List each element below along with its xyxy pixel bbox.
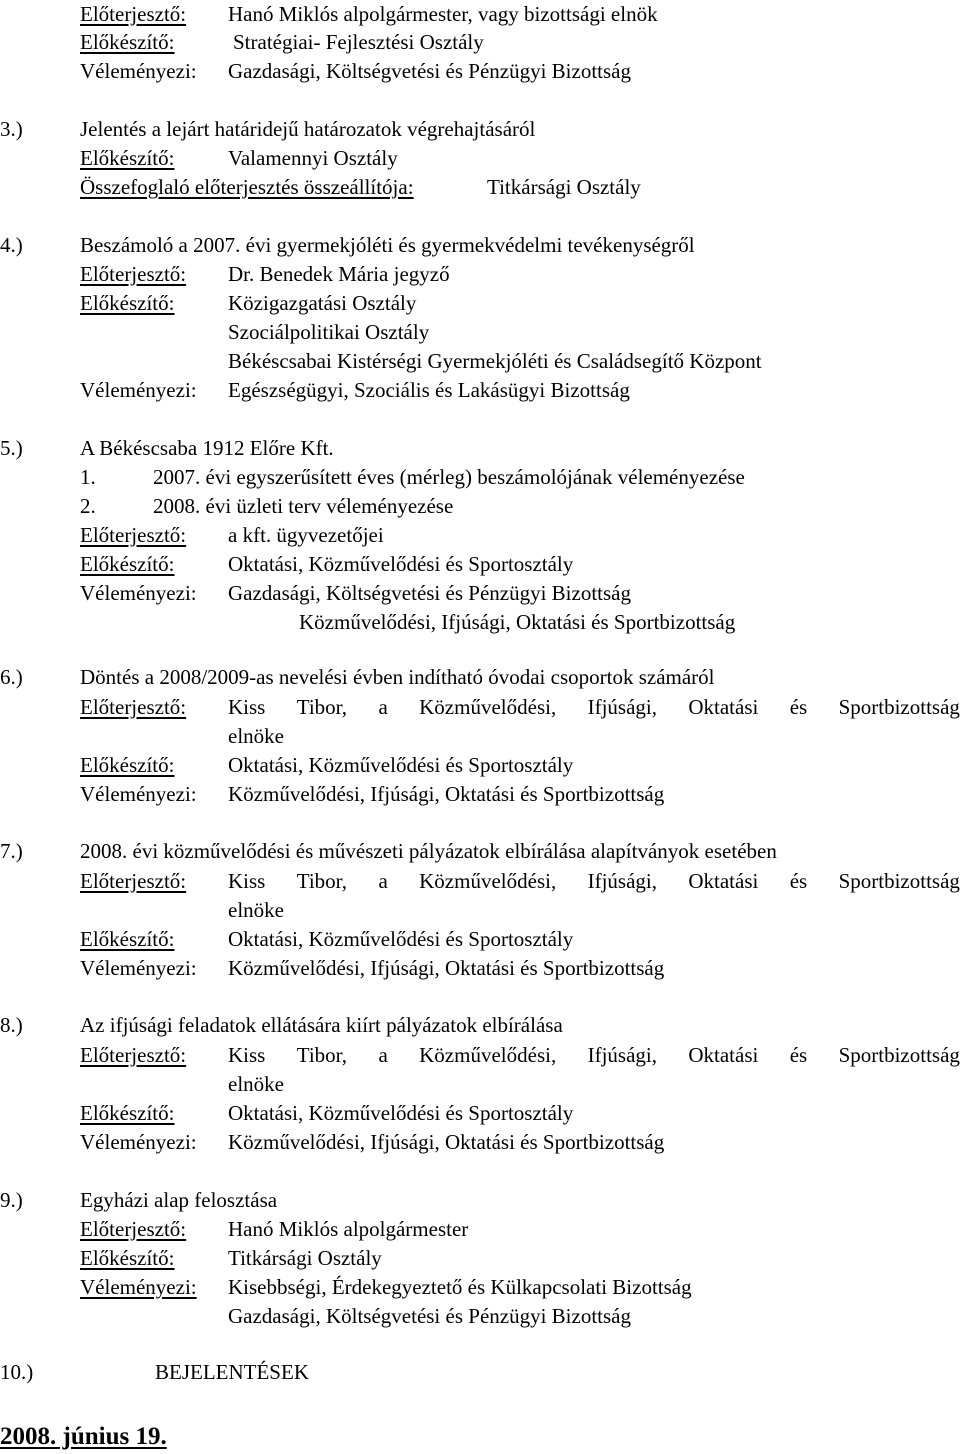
item-title: BEJELENTÉSEK xyxy=(155,1360,309,1384)
top-eloterjeszto-row xyxy=(80,0,186,29)
item5-velemenyezi-value-2: Közművelődési, Ifjúsági, Oktatási és Sportbizottság xyxy=(299,610,736,634)
item-title: Egyházi alap felosztása xyxy=(80,1188,278,1212)
eloterjeszto-label: Előterjesztő: xyxy=(80,2,187,26)
word: Sportbizottság xyxy=(838,1043,960,1067)
elokeszito-label: Előkészítő: xyxy=(80,1101,175,1125)
elokeszito-label: Előkészítő: xyxy=(80,291,175,315)
item-number: 6.) xyxy=(0,665,23,689)
eloterjeszto-label: Előterjesztő: xyxy=(80,262,187,286)
word: Kiss xyxy=(228,1043,266,1067)
item6-velemenyezi-value: Közművelődési, Ifjúsági, Oktatási és Sportbizottság xyxy=(228,782,665,806)
word: és xyxy=(789,1043,808,1067)
elokeszito-label: Előkészítő: xyxy=(80,927,175,951)
velemenyezi-label: Véleményezi: xyxy=(80,59,197,83)
word: Ifjúsági, xyxy=(587,1043,657,1067)
sub-item-text: 2008. évi üzleti terv véleményezése xyxy=(153,494,454,518)
top-eloterjeszto-value: Hanó Miklós alpolgármester, vagy bizottsági elnök xyxy=(228,2,658,26)
word: Oktatási xyxy=(688,695,759,719)
item8-eloterjeszto-cont: elnöke xyxy=(228,1072,284,1096)
elokeszito-label: Előkészítő: xyxy=(80,1246,175,1270)
word: Kiss xyxy=(228,695,266,719)
item7-velemenyezi-value: Közművelődési, Ifjúsági, Oktatási és Sportbizottság xyxy=(228,956,665,980)
word: Közművelődési, xyxy=(419,695,557,719)
item-number: 9.) xyxy=(0,1188,23,1212)
word: Tibor, xyxy=(296,869,348,893)
item9-eloterjeszto-value: Hanó Miklós alpolgármester xyxy=(228,1217,469,1241)
item4-elokeszito-value-3: Békéscsabai Kistérségi Gyermekjóléti és Családsegítő Központ xyxy=(228,349,762,373)
word: a xyxy=(378,869,388,893)
eloterjeszto-label: Előterjesztő: xyxy=(80,869,187,893)
item-title: Beszámoló a 2007. évi gyermekjóléti és gyermekvédelmi tevékenységről xyxy=(80,233,695,257)
velemenyezi-label: Véleményezi: xyxy=(80,782,197,806)
item9-velemenyezi-value-1: Kisebbségi, Érdekegyeztető és Külkapcsolati Bizottság xyxy=(228,1275,692,1299)
item8-eloterjeszto-value xyxy=(228,1041,960,1070)
item5-velemenyezi-value-1: Gazdasági, Költségvetési és Pénzügyi Bizottság xyxy=(228,581,631,605)
item5-eloterjeszto-tail: i xyxy=(377,523,384,547)
item7-elokeszito-value: Oktatási, Közművelődési és Sportosztály xyxy=(228,927,574,951)
eloterjeszto-label: Előterjesztő: xyxy=(80,695,187,719)
word: a xyxy=(378,695,388,719)
item9-velemenyezi-value-2: Gazdasági, Költségvetési és Pénzügyi Bizottság xyxy=(228,1304,631,1328)
item-number: 7.) xyxy=(0,839,23,863)
elokeszito-label: Előkészítő: xyxy=(80,753,175,777)
item7-eloterjeszto-value xyxy=(228,867,960,896)
elokeszito-label: Előkészítő: xyxy=(80,30,175,54)
sub-item-text: 2007. évi egyszerűsített éves (mérleg) beszámolójának véleményezése xyxy=(153,465,745,489)
top-elokeszito-value: Stratégiai- Fejlesztési Osztály xyxy=(233,30,484,54)
elokeszito-label: Előkészítő: xyxy=(80,552,175,576)
word: Kiss xyxy=(228,869,266,893)
eloterjeszto-label: Előterjesztő: xyxy=(80,1043,187,1067)
item6-eloterjeszto-cont: elnöke xyxy=(228,724,284,748)
item-number: 10.) xyxy=(0,1360,34,1384)
word: Közművelődési, xyxy=(419,869,557,893)
item-title: A Békéscsaba 1912 Előre Kft. xyxy=(80,436,334,460)
item-title: Az ifjúsági feladatok ellátására kiírt pályázatok elbírálása xyxy=(80,1013,563,1037)
item4-velemenyezi-value: Egészségügyi, Szociális és Lakásügyi Bizottság xyxy=(228,378,630,402)
item5-eloterjeszto-text: a kft. ügyvezetője xyxy=(228,523,378,547)
word: Oktatási xyxy=(688,1043,759,1067)
osszefoglalo-label: Összefoglaló előterjesztés összeállítója: xyxy=(80,175,414,199)
item-number: 5.) xyxy=(0,436,23,460)
word: Ifjúsági, xyxy=(587,695,657,719)
word: Ifjúsági, xyxy=(587,869,657,893)
item6-eloterjeszto-value xyxy=(228,693,960,722)
word: Közművelődési, xyxy=(419,1043,557,1067)
velemenyezi-label: Véleményezi: xyxy=(80,378,197,402)
word: és xyxy=(789,869,808,893)
document-date: 2008. június 19. xyxy=(0,1423,167,1450)
sub-item-number: 2. xyxy=(80,494,96,518)
item7-eloterjeszto-cont: elnöke xyxy=(228,898,284,922)
item6-elokeszito-value: Oktatási, Közművelődési és Sportosztály xyxy=(228,753,574,777)
word: Sportbizottság xyxy=(838,869,960,893)
word: Oktatási xyxy=(688,869,759,893)
item-number: 8.) xyxy=(0,1013,23,1037)
eloterjeszto-label: Előterjesztő: xyxy=(80,523,187,547)
item8-elokeszito-value: Oktatási, Közművelődési és Sportosztály xyxy=(228,1101,574,1125)
item4-elokeszito-value-2: Szociálpolitikai Osztály xyxy=(228,320,430,344)
item4-eloterjeszto-value: Dr. Benedek Mária jegyző xyxy=(228,262,450,286)
item4-elokeszito-value-1: Közigazgatási Osztály xyxy=(228,291,417,315)
item-title: Jelentés a lejárt határidejű határozatok végrehajtásáról xyxy=(80,117,536,141)
sub-item-number: 1. xyxy=(80,465,96,489)
item8-velemenyezi-value: Közművelődési, Ifjúsági, Oktatási és Sportbizottság xyxy=(228,1130,665,1154)
word: Sportbizottság xyxy=(838,695,960,719)
word: a xyxy=(378,1043,388,1067)
word: és xyxy=(789,695,808,719)
item5-elokeszito-value: Oktatási, Közművelődési és Sportosztály xyxy=(228,552,574,576)
word: Tibor, xyxy=(296,695,348,719)
item-title: Döntés a 2008/2009-as nevelési évben indítható óvodai csoportok számáról xyxy=(80,665,715,689)
velemenyezi-label: Véleményezi: xyxy=(80,1130,197,1154)
eloterjeszto-label: Előterjesztő: xyxy=(80,1217,187,1241)
item-number: 4.) xyxy=(0,233,23,257)
velemenyezi-label: Véleményezi: xyxy=(80,1275,197,1299)
word: Tibor, xyxy=(296,1043,348,1067)
item5-eloterjeszto-value xyxy=(228,521,384,550)
elokeszito-label: Előkészítő: xyxy=(80,146,175,170)
top-velemenyezi-value: Gazdasági, Költségvetési és Pénzügyi Bizottság xyxy=(228,59,631,83)
item9-elokeszito-value: Titkársági Osztály xyxy=(228,1246,382,1270)
item-number: 3.) xyxy=(0,117,23,141)
velemenyezi-label: Véleményezi: xyxy=(80,956,197,980)
velemenyezi-label: Véleményezi: xyxy=(80,581,197,605)
item-title: 2008. évi közművelődési és művészeti pályázatok elbírálása alapítványok esetében xyxy=(80,839,777,863)
item3-osszefoglalo-value: Titkársági Osztály xyxy=(487,175,641,199)
item3-elokeszito-value: Valamennyi Osztály xyxy=(228,146,398,170)
